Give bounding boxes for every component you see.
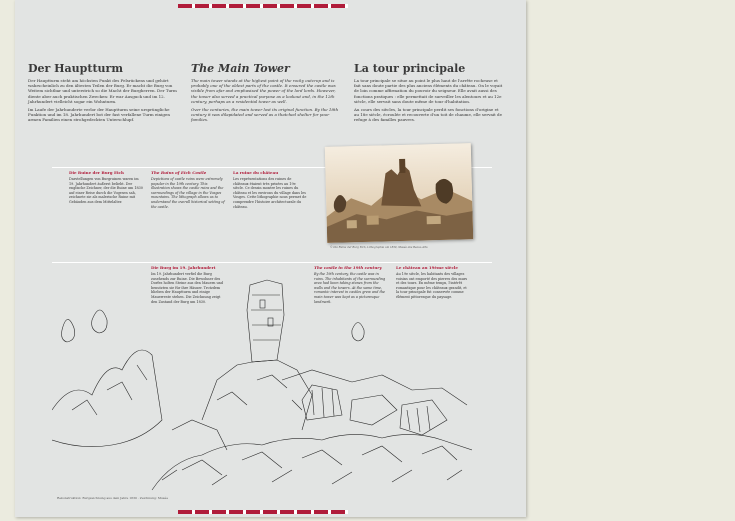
bottom-color-stripe [178, 510, 348, 514]
lithograph-caption: © Die Ruine der Burg Eich, Lithographie um 1830, Musée des Beaux-Arts [330, 246, 428, 249]
section-ruin-french-title: La ruine du château [233, 170, 279, 175]
section-century-german-text: Im 19. Jahrhundert verfiel die Burg zusehends zur Ruine. Die Bewohner des Dorfes holten Steine aus den Mauern und benutzten sie für ihre Häuser. Trotzdem blieben der Hauptturm und einige Mauerreste stehen. Die Zeichnung zeigt den Zustand der Burg um 1830. [151, 272, 224, 304]
column-french [354, 62, 504, 126]
divider-middle [52, 262, 492, 263]
column-english [191, 62, 341, 126]
section-ruin-english-text: Depictions of castle ruins were extremely popular in the 19th century. This illustration shows the castle ruins and the surroundings of the village in the Vosges mountains. The lithograph allows us to understand the overall historical setting of the castle. [151, 177, 225, 209]
section-ruin-english-title: The Ruins of Eich Castle [151, 170, 207, 175]
top-color-stripe [178, 4, 348, 8]
heading-french: La tour principale [354, 62, 466, 75]
footnote: Rekonstruktion: Burgzeichnung aus dem Jahre 1830 · Zeichnung: Musée [57, 496, 168, 500]
paragraph-german-1: Der Hauptturm steht am höchsten Punkt des Felsrückens und gehört wahrscheinlich zu den ältesten Teilen der Burg. Er macht die Burg von Weitem sichtbar und unterstrich so die Macht der Burgherren. Der Turm diente aber auch praktischen Zwecken: Er war Ausguck und im 12. Jahrhundert vielleicht sogar ein Wohnturm. [28, 78, 177, 104]
heading-english: The Main Tower [191, 62, 290, 75]
paragraph-english-2: Over the centuries, the main tower lost its original function. By the 18th century it was dilapidated and served as a thatched shelter for poor families. [191, 107, 339, 123]
section-century-french-text: Au 19e siècle, les habitants des villages voisins ont emporté des pierres des murs et des tours. En même temps, l'intérêt romantique pour les châteaux grandit, et la tour principale fut conservée comme élément pittoresque du paysage. [396, 272, 468, 299]
paragraph-english-1: The main tower stands at the highest point of the rocky outcrop and is probably one of the oldest parts of the castle. It ensured the castle was visible from afar and emphasised the power of the lord lords. However, the tower also served a practical purpose as a lookout and, in the 12th century, perhaps as a residential tower as well. [191, 78, 336, 104]
heading-german: Der Hauptturm [28, 62, 123, 75]
section-ruin-german [69, 170, 143, 205]
paragraph-french-1: La tour principale se situe au point le plus haut de l'arrête rocheuse et fait sans doute partie des plus anciens éléments du château. On le voyait de loin comme affirmation du pouvoir du seigneur. Elle avait aussi des fonctions pratiques : elle permettait de surveiller les alentours et au 12e siècle, elle servait sans doute même de tour d'habitation. [354, 78, 503, 104]
column-german [28, 62, 178, 126]
section-century-french-title: Le château au 19ème siècle [396, 265, 458, 270]
lithograph-image [325, 143, 473, 243]
section-century-english-title: The castle in the 19th century [314, 265, 382, 270]
section-century-english-text: By the 19th century, the castle was in ruins. The inhabitants of the surrounding area had been taking stones from the walls and the towers. At the same time, romantic interest in castles grew and the main tower was kept as a picturesque landmark. [314, 272, 386, 304]
section-ruin-german-title: Die Ruine der Burg Eich [69, 170, 124, 175]
section-ruin-german-text: Darstellungen von Burgruinen waren im 19. Jahrhundert äußerst beliebt. Der englische Zeichner, der die Ruine um 1830 auf einer Reise durch die Vogesen sah, zeichnete sie als malerische Ruine mit Gebäuden aus dem Mittelalter. [69, 177, 143, 204]
section-ruin-english [151, 170, 225, 209]
paragraph-french-2: Au cours des siècles, la tour principale perdit ses fonctions d'origine et au 18e siècle, écroulée et recouverte d'un toit de chaume, elle servait de refuge à des familles pauvres. [354, 107, 502, 123]
paragraph-german-2: Im Laufe der Jahrhunderte verlor der Hauptturm seine ursprüngliche Funktion und im 18. Jahrhundert bot der fast verfallene Turm einigen armen Familien einen strohgedeckten Unterschlupf. [28, 107, 170, 123]
section-ruin-french [233, 170, 307, 209]
castle-ruins-drawing [52, 270, 472, 495]
section-century-german-title: Die Burg im 19. Jahrhundert [151, 265, 216, 270]
section-ruin-french-text: Les représentations des ruines de châteaux étaient très prisées au 19e siècle. Ce dessin montre les ruines du château et les environs du village dans les Vosges. Cette lithographie nous permet de comprendre l'histoire architecturale du château. [233, 177, 307, 209]
